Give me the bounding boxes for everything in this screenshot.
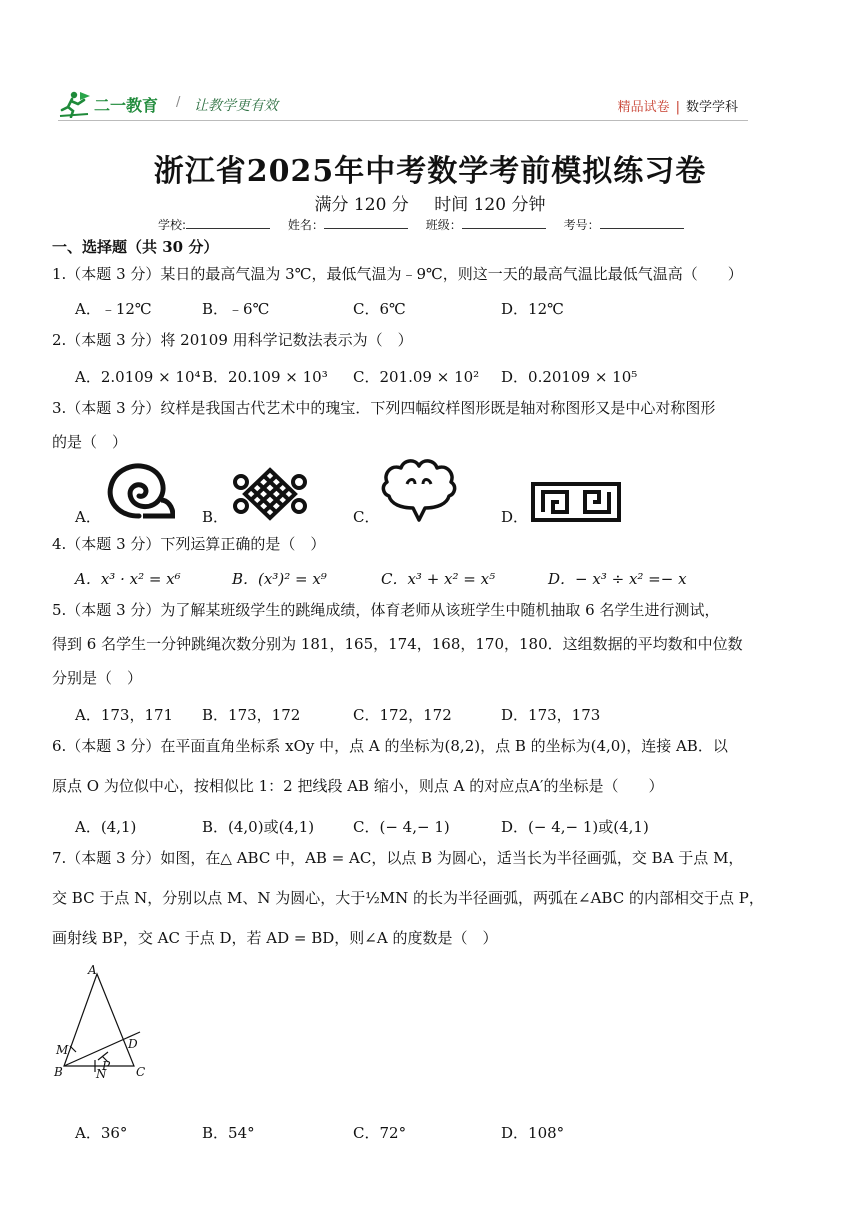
- point-p-label: P: [102, 1059, 111, 1073]
- question-6-stem-cont: 原点 O 为位似中心，按相似比 1：2 把线段 AB 缩小，则点 A 的对应点A′的坐标是（ ）: [52, 777, 664, 795]
- q6-option-a[interactable]: A．(4,1): [75, 818, 137, 836]
- q2-option-b[interactable]: B．20.109 × 10³: [202, 368, 328, 386]
- meander-fret-pattern-icon: [531, 482, 621, 522]
- point-m-label: M: [56, 1043, 69, 1057]
- question-3-figures: [75, 456, 675, 526]
- ruyi-cloud-pattern-icon: [379, 456, 459, 524]
- question-2-stem: 2.（本题 3 分）将 20109 用科学记数法表示为（ ）: [52, 331, 413, 349]
- question-4-stem: 4.（本题 3 分）下列运算正确的是（ ）: [52, 535, 326, 553]
- question-6-stem: 6.（本题 3 分）在平面直角坐标系 xOy 中，点 A 的坐标为(8,2)，点 B 的坐标为(4,0)，连接 AB．以: [52, 737, 728, 755]
- q5-option-c[interactable]: C．172，172: [353, 706, 452, 724]
- name-blank[interactable]: [324, 218, 408, 229]
- q3-option-b[interactable]: B．: [202, 508, 229, 526]
- question-1-stem: 1.（本题 3 分）某日的最高气温为 3℃，最低气温为﹣9℃，则这一天的最高气温比最低气温高（ ）: [52, 265, 743, 283]
- question-7-stem-cont: 交 BC 于点 N，分别以点 M、N 为圆心，大于½MN 的长为半径画弧，两弧在∠ABC 的内部相交于点 P，: [52, 889, 764, 907]
- point-n-label: N: [96, 1067, 107, 1078]
- q2-option-c[interactable]: C．201.09 × 10²: [353, 368, 480, 386]
- header-separator: |: [675, 100, 680, 115]
- vertex-b-label: B: [54, 1065, 63, 1078]
- spiral-cloud-pattern-icon: [103, 456, 175, 522]
- q6-option-b[interactable]: B．(4,0)或(4,1): [202, 818, 315, 836]
- q5-option-b[interactable]: B．173，172: [202, 706, 301, 724]
- class-label: 班级：: [425, 218, 462, 232]
- q7-option-b[interactable]: B．54°: [202, 1124, 255, 1142]
- page-header: [58, 90, 748, 118]
- point-d-label: D: [128, 1037, 138, 1051]
- page-title: 浙江省2025年中考数学考前模拟练习卷: [153, 154, 707, 189]
- question-3-stem-cont: 的是（ ）: [52, 433, 128, 451]
- name-label: 姓名：: [287, 218, 324, 232]
- school-blank[interactable]: [186, 218, 270, 229]
- question-7-triangle-figure: [48, 962, 158, 1078]
- brand-slogan: 让教学更有效: [194, 98, 278, 114]
- q6-option-d[interactable]: D．(− 4,− 1)或(4,1): [501, 818, 649, 836]
- q2-option-a[interactable]: A．2.0109 × 10⁴: [75, 368, 201, 386]
- q3-option-d[interactable]: D．: [501, 508, 529, 526]
- exam-number-label: 考号：: [563, 218, 600, 232]
- header-divider: [58, 120, 748, 121]
- q4-option-a[interactable]: A．x³ · x² = x⁶: [75, 570, 181, 588]
- exam-time: 时间 120 分钟: [434, 195, 546, 215]
- question-5-stem: 5.（本题 3 分）为了解某班级学生的跳绳成绩，体育老师从该班学生中随机抽取 6 名学生进行测试，: [52, 601, 720, 619]
- vertex-c-label: C: [136, 1065, 146, 1078]
- header-tag-subject: 数学学科: [685, 100, 738, 115]
- chinese-knot-pattern-icon: [231, 466, 309, 522]
- school-label: 学校:: [158, 218, 187, 232]
- vertex-a-label: A: [88, 963, 97, 977]
- q1-option-b[interactable]: B．﹣6℃: [202, 300, 270, 318]
- header-tag-premium: 精品试卷: [617, 100, 670, 115]
- q5-option-a[interactable]: A．173，171: [75, 706, 174, 724]
- q3-option-c[interactable]: C．: [353, 508, 380, 526]
- header-right: [618, 96, 738, 115]
- q2-option-d[interactable]: D．0.20109 × 10⁵: [501, 368, 638, 386]
- class-blank[interactable]: [462, 218, 546, 229]
- section-heading: 一、选择题（共 30 分）: [52, 238, 219, 256]
- q6-option-c[interactable]: C．(− 4,− 1): [353, 818, 450, 836]
- question-3-stem: 3.（本题 3 分）纹样是我国古代艺术中的瑰宝．下列四幅纹样图形既是轴对称图形又是中心对称图形: [52, 399, 716, 417]
- student-info-line: [158, 216, 684, 233]
- exam-subtitle: [0, 190, 860, 215]
- question-5-stem-cont2: 分别是（ ）: [52, 669, 143, 687]
- q7-option-d[interactable]: D．108°: [501, 1124, 565, 1142]
- total-score: 满分 120 分: [314, 195, 409, 215]
- question-5-stem-cont: 得到 6 名学生一分钟跳绳次数分别为 181，165，174，168，170，180．这组数据的平均数和中位数: [52, 635, 743, 653]
- question-7-stem: 7.（本题 3 分）如图，在△ ABC 中，AB = AC，以点 B 为圆心，适当长为半径画弧，交 BA 于点 M，: [52, 849, 744, 867]
- q5-option-d[interactable]: D．173，173: [501, 706, 601, 724]
- q1-option-d[interactable]: D．12℃: [501, 300, 564, 318]
- brand-name: 二一教育: [94, 96, 159, 115]
- runner-logo-icon: [58, 90, 92, 118]
- q1-option-c[interactable]: C．6℃: [353, 300, 406, 318]
- q1-option-a[interactable]: A．﹣12℃: [75, 300, 152, 318]
- q4-option-b[interactable]: B．(x³)² = x⁹: [232, 570, 327, 588]
- exam-number-blank[interactable]: [600, 218, 684, 229]
- q4-option-d[interactable]: D．− x³ ÷ x² =− x: [548, 570, 687, 588]
- q3-option-a[interactable]: A．: [75, 508, 101, 526]
- header-slash: /: [176, 95, 181, 110]
- q7-option-a[interactable]: A．36°: [75, 1124, 128, 1142]
- q7-option-c[interactable]: C．72°: [353, 1124, 407, 1142]
- q4-option-c[interactable]: C．x³ + x² = x⁵: [381, 570, 496, 588]
- question-7-stem-cont2: 画射线 BP，交 AC 于点 D，若 AD = BD，则∠A 的度数是（ ）: [52, 929, 498, 947]
